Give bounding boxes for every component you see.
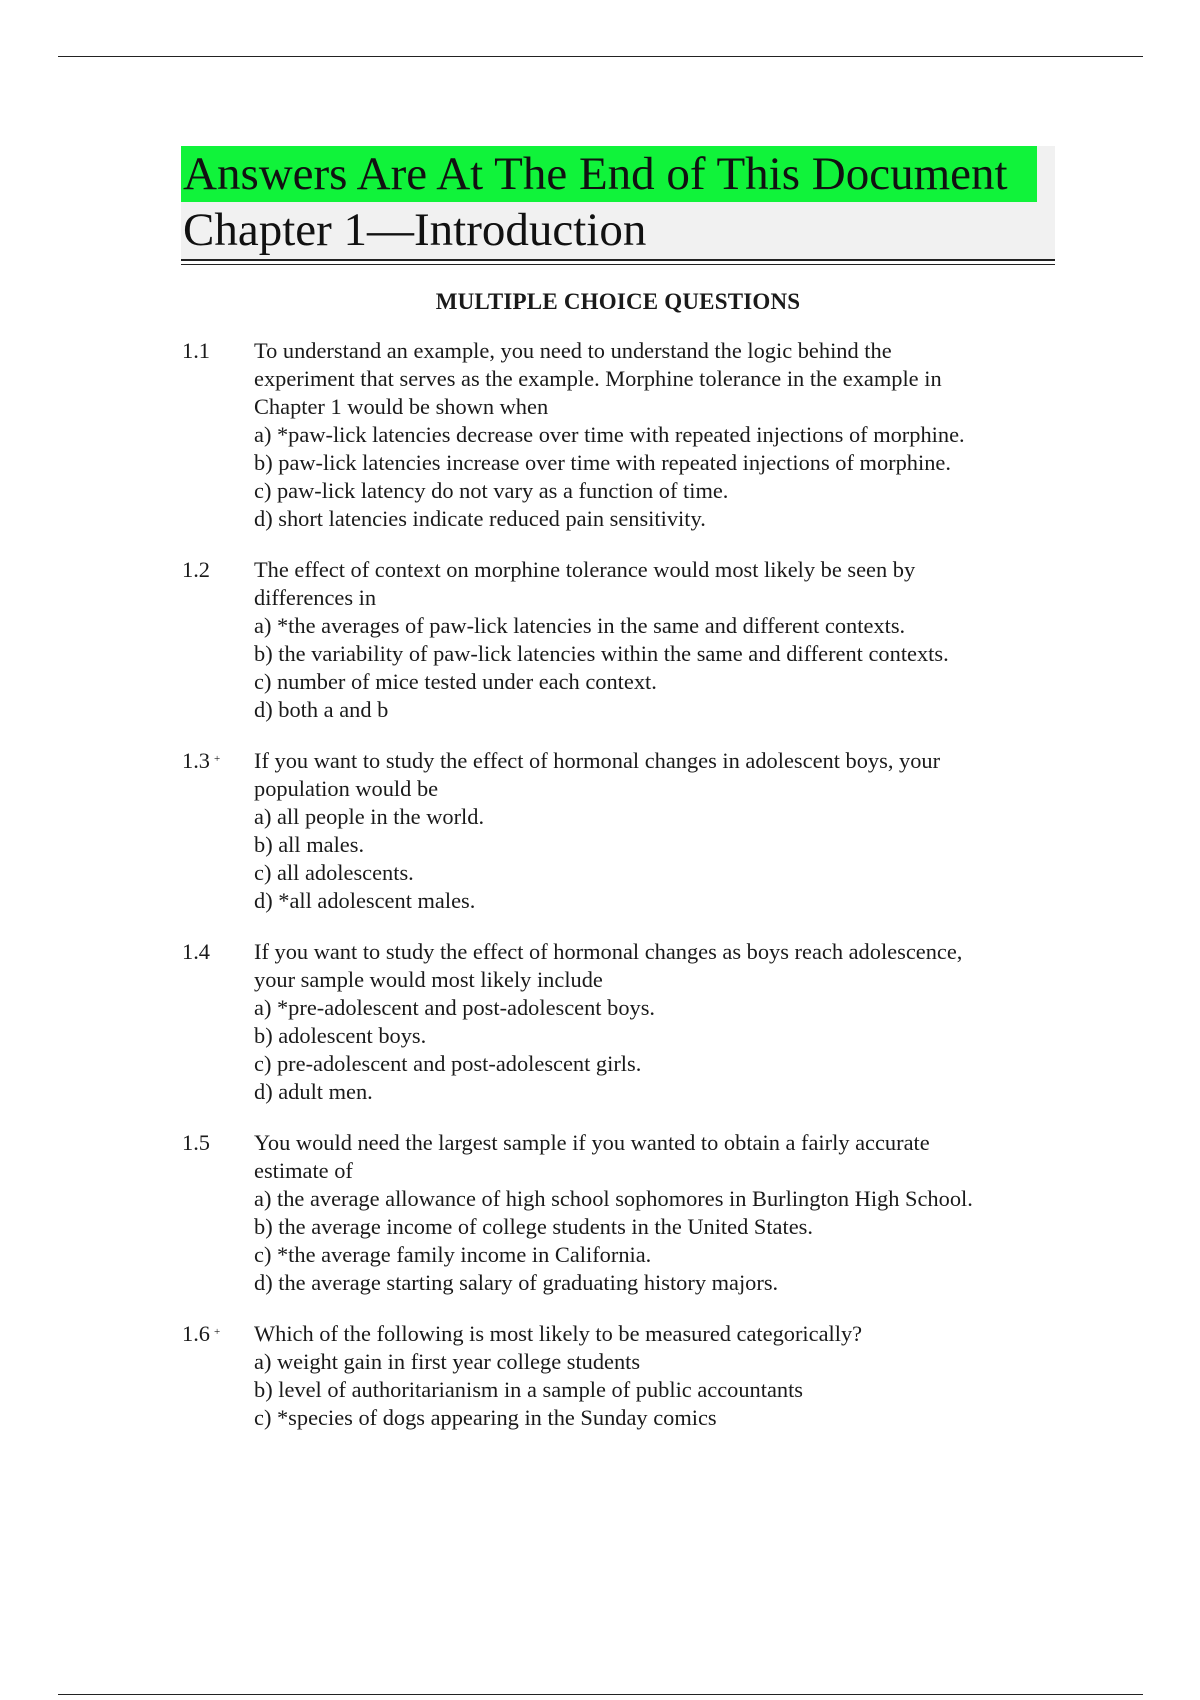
question-body [254,747,1062,915]
answer-option: a) weight gain in first year college students [254,1349,641,1374]
answer-option: c) all adolescents. [254,860,414,885]
answer-option: d) both a and b [254,697,389,722]
answer-option: a) *the averages of paw-lick latencies in the same and different contexts. [254,613,906,638]
question-stem: The effect of context on morphine tolerance would most likely be seen by differences in [254,557,916,610]
answer-option: d) the average starting salary of graduating history majors. [254,1270,779,1295]
question-stem: Which of the following is most likely to be measured categorically? [254,1321,863,1346]
question-marker: + [214,1326,221,1338]
question-number-text: 1.3 [182,748,210,773]
answer-option: c) paw-lick latency do not vary as a function of time. [254,478,729,503]
question-stem: If you want to study the effect of hormonal changes as boys reach adolescence, your sample would most likely include [254,939,963,992]
page-bottom-rule [58,1694,1143,1695]
question [182,938,1062,1106]
answer-option: b) the average income of college students in the United States. [254,1214,813,1239]
question [182,1129,1062,1297]
question-number [182,747,252,775]
title-double-rule [181,259,1055,265]
answer-option: c) pre-adolescent and post-adolescent girls. [254,1051,642,1076]
question-number-text: 1.4 [182,939,210,964]
answer-option: a) the average allowance of high school sophomores in Burlington High School. [254,1186,973,1211]
answers-banner: Answers Are At The End of This Document [181,146,1037,202]
question-number [182,1129,252,1157]
question-number-text: 1.2 [182,557,210,582]
answer-option: b) all males. [254,832,365,857]
question-number-text: 1.5 [182,1130,210,1155]
question-list [182,337,1062,1455]
answer-option: a) all people in the world. [254,804,485,829]
question-stem: If you want to study the effect of hormonal changes in adolescent boys, your population would be [254,748,941,801]
question-number [182,337,252,365]
question-number-text: 1.6 [182,1321,210,1346]
question [182,337,1062,533]
answer-option: b) paw-lick latencies increase over time with repeated injections of morphine. [254,450,951,475]
section-heading: MULTIPLE CHOICE QUESTIONS [435,289,801,314]
question-stem: You would need the largest sample if you wanted to obtain a fairly accurate estimate of [254,1130,930,1183]
question-marker: + [214,753,221,765]
question-body [254,556,1062,724]
question-number [182,556,252,584]
question-number-text: 1.1 [182,338,210,363]
question-body [254,938,1062,1106]
question-stem: To understand an example, you need to understand the logic behind the experiment that serves as the example. Morphine tolerance in the example in Chapter 1 would be shown when [254,338,942,419]
answer-option: b) level of authoritarianism in a sample of public accountants [254,1377,804,1402]
question-number [182,1320,252,1348]
question-body [254,1320,1062,1432]
answer-option: d) *all adolescent males. [254,888,476,913]
answer-option: d) short latencies indicate reduced pain sensitivity. [254,506,706,531]
answer-option: a) *paw-lick latencies decrease over time with repeated injections of morphine. [254,422,965,447]
question-number [182,938,252,966]
answer-option: b) the variability of paw-lick latencies within the same and different contexts. [254,641,949,666]
answer-option: c) *species of dogs appearing in the Sunday comics [254,1405,717,1430]
question [182,1320,1062,1432]
question [182,556,1062,724]
answer-option: b) adolescent boys. [254,1023,427,1048]
answer-option: c) number of mice tested under each context. [254,669,657,694]
page-top-rule [58,56,1143,57]
question [182,747,1062,915]
question-body [254,337,1062,533]
answer-option: d) adult men. [254,1079,373,1104]
question-body [254,1129,1062,1297]
chapter-title: Chapter 1—Introduction [183,204,647,256]
answer-option: a) *pre-adolescent and post-adolescent boys. [254,995,656,1020]
answer-option: c) *the average family income in California. [254,1242,652,1267]
